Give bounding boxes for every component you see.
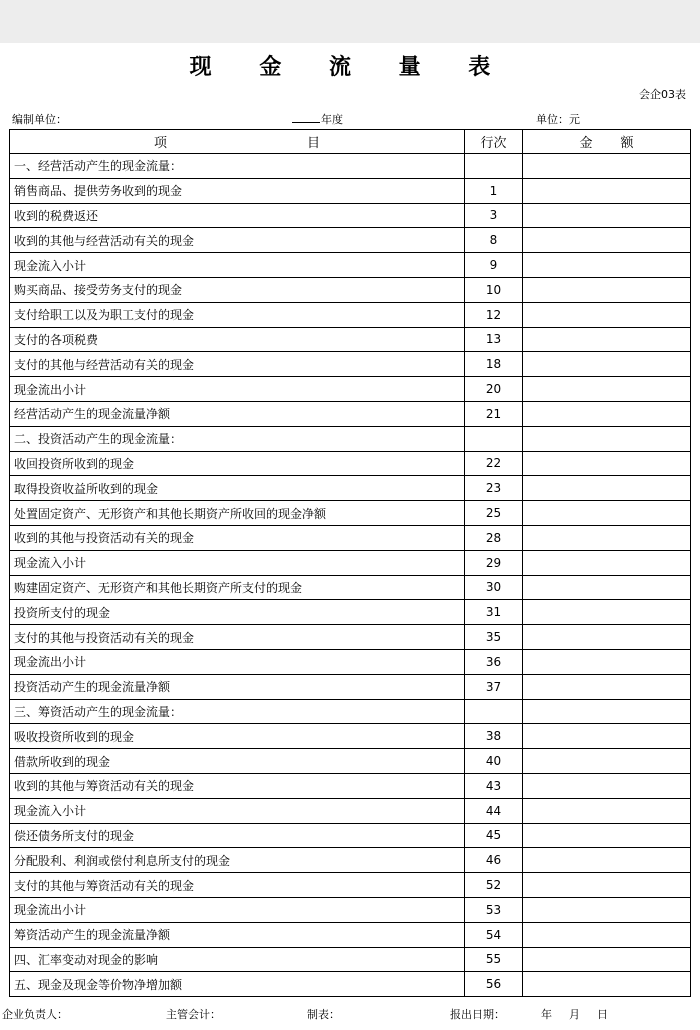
row-line-no: 10: [465, 277, 523, 302]
table-row: [10, 798, 691, 823]
table-row: [10, 302, 691, 327]
table-row: [10, 476, 691, 501]
row-line-no: 46: [465, 848, 523, 873]
signature-footer: [0, 1006, 700, 1024]
footer-head: 企业负责人：: [2, 1008, 68, 1021]
row-line-no: 13: [465, 327, 523, 352]
header-line-no: 行次: [465, 130, 523, 154]
row-line-no: 44: [465, 798, 523, 823]
row-item: 经营活动产生的现金流量净额: [10, 401, 465, 426]
row-amount-cell[interactable]: [523, 649, 691, 674]
header-amount: [523, 130, 691, 154]
row-item: 吸收投资所收到的现金: [10, 724, 465, 749]
page-title: 现 金 流 量 表: [189, 54, 511, 80]
row-amount-cell[interactable]: [523, 823, 691, 848]
header-amount-b: 额: [620, 136, 634, 151]
row-line-no: 37: [465, 674, 523, 699]
table-row: [10, 501, 691, 526]
row-amount-cell[interactable]: [523, 277, 691, 302]
row-line-no: 56: [465, 972, 523, 997]
table-row: [10, 525, 691, 550]
row-line-no: 21: [465, 401, 523, 426]
row-line-no: 20: [465, 377, 523, 402]
row-amount-cell[interactable]: [523, 228, 691, 253]
row-line-no: 22: [465, 451, 523, 476]
row-item: 借款所收到的现金: [10, 749, 465, 774]
row-line-no: 54: [465, 922, 523, 947]
row-line-no: 53: [465, 897, 523, 922]
row-item: 取得投资收益所收到的现金: [10, 476, 465, 501]
row-item: 处置固定资产、无形资产和其他长期资产所收回的现金净额: [10, 501, 465, 526]
table-row: [10, 575, 691, 600]
table-row: [10, 848, 691, 873]
year-field: [292, 111, 343, 127]
compiler-label: 编制单位：: [12, 113, 67, 126]
table-row: [10, 203, 691, 228]
row-item: 收到的其他与投资活动有关的现金: [10, 525, 465, 550]
row-item: 收到的税费返还: [10, 203, 465, 228]
row-item: 投资活动产生的现金流量净额: [10, 674, 465, 699]
row-amount-cell[interactable]: [523, 600, 691, 625]
row-item: 偿还债务所支付的现金: [10, 823, 465, 848]
table-row: [10, 625, 691, 650]
table-row: [10, 550, 691, 575]
row-amount-cell[interactable]: [523, 476, 691, 501]
row-amount-cell[interactable]: [523, 426, 691, 451]
row-line-no: 9: [465, 253, 523, 278]
row-amount-cell[interactable]: [523, 773, 691, 798]
row-amount-cell[interactable]: [523, 203, 691, 228]
row-line-no: 45: [465, 823, 523, 848]
table-row: [10, 749, 691, 774]
table-row: [10, 972, 691, 997]
row-amount-cell[interactable]: [523, 674, 691, 699]
row-amount-cell[interactable]: [523, 922, 691, 947]
row-line-no: [465, 154, 523, 179]
row-item: 收回投资所收到的现金: [10, 451, 465, 476]
row-line-no: 25: [465, 501, 523, 526]
row-amount-cell[interactable]: [523, 798, 691, 823]
header-amount-a: 金: [579, 136, 593, 151]
row-item: 四、汇率变动对现金的影响: [10, 947, 465, 972]
table-row: [10, 724, 691, 749]
row-line-no: 40: [465, 749, 523, 774]
row-line-no: 3: [465, 203, 523, 228]
row-item: 现金流入小计: [10, 550, 465, 575]
row-item: 支付给职工以及为职工支付的现金: [10, 302, 465, 327]
row-line-no: 43: [465, 773, 523, 798]
row-amount-cell[interactable]: [523, 724, 691, 749]
table-row: [10, 228, 691, 253]
row-amount-cell[interactable]: [523, 302, 691, 327]
row-item: 现金流出小计: [10, 649, 465, 674]
row-amount-cell[interactable]: [523, 873, 691, 898]
row-line-no: 52: [465, 873, 523, 898]
table-row: [10, 699, 691, 724]
row-item: 五、现金及现金等价物净增加额: [10, 972, 465, 997]
row-line-no: 12: [465, 302, 523, 327]
row-amount-cell[interactable]: [523, 525, 691, 550]
row-amount-cell[interactable]: [523, 575, 691, 600]
row-item: 筹资活动产生的现金流量净额: [10, 922, 465, 947]
row-line-no: 29: [465, 550, 523, 575]
unit-label: 单位：元: [536, 113, 580, 126]
header-item-b: 目: [306, 136, 320, 151]
table-row: [10, 773, 691, 798]
row-item: 收到的其他与经营活动有关的现金: [10, 228, 465, 253]
table-row: [10, 277, 691, 302]
table-row: [10, 377, 691, 402]
row-line-no: 36: [465, 649, 523, 674]
row-line-no: [465, 426, 523, 451]
row-amount-cell[interactable]: [523, 501, 691, 526]
row-item: 三、筹资活动产生的现金流量：: [10, 699, 465, 724]
year-blank: [292, 114, 320, 123]
row-item: 现金流入小计: [10, 798, 465, 823]
row-item: 现金流出小计: [10, 377, 465, 402]
footer-preparer: 制表：: [307, 1008, 340, 1021]
footer-month: 月: [569, 1008, 580, 1021]
table-row: [10, 649, 691, 674]
cash-flow-table: [9, 129, 691, 997]
header-item-a: 项: [154, 136, 168, 151]
table-row: [10, 823, 691, 848]
row-line-no: 55: [465, 947, 523, 972]
table-row: [10, 873, 691, 898]
row-amount-cell[interactable]: [523, 352, 691, 377]
row-line-no: [465, 699, 523, 724]
table-row: [10, 426, 691, 451]
row-line-no: 31: [465, 600, 523, 625]
row-item: 现金流出小计: [10, 897, 465, 922]
row-item: 投资所支付的现金: [10, 600, 465, 625]
row-item: 购买商品、接受劳务支付的现金: [10, 277, 465, 302]
table-row: [10, 897, 691, 922]
table-row: [10, 674, 691, 699]
table-row: [10, 253, 691, 278]
row-amount-cell[interactable]: [523, 625, 691, 650]
row-line-no: 1: [465, 178, 523, 203]
row-item: 二、投资活动产生的现金流量：: [10, 426, 465, 451]
row-item: 现金流入小计: [10, 253, 465, 278]
row-amount-cell[interactable]: [523, 178, 691, 203]
table-row: [10, 600, 691, 625]
row-amount-cell[interactable]: [523, 401, 691, 426]
table-row: [10, 451, 691, 476]
row-amount-cell[interactable]: [523, 253, 691, 278]
row-amount-cell[interactable]: [523, 550, 691, 575]
row-item: 分配股利、利润或偿付利息所支付的现金: [10, 848, 465, 873]
row-line-no: 30: [465, 575, 523, 600]
row-item: 支付的其他与经营活动有关的现金: [10, 352, 465, 377]
row-item: 销售商品、提供劳务收到的现金: [10, 178, 465, 203]
row-amount-cell[interactable]: [523, 848, 691, 873]
row-amount-cell[interactable]: [523, 377, 691, 402]
table-row: [10, 401, 691, 426]
row-item: 购建固定资产、无形资产和其他长期资产所支付的现金: [10, 575, 465, 600]
row-item: 一、经营活动产生的现金流量：: [10, 154, 465, 179]
table-row: [10, 154, 691, 179]
row-line-no: 38: [465, 724, 523, 749]
row-amount-cell[interactable]: [523, 972, 691, 997]
table-header-row: [10, 130, 691, 154]
year-label: 年度: [321, 113, 343, 126]
footer-report-date: 报出日期：: [450, 1008, 505, 1021]
form-code: 会企03表: [639, 88, 686, 101]
row-line-no: 8: [465, 228, 523, 253]
row-item: 支付的各项税费: [10, 327, 465, 352]
row-amount-cell[interactable]: [523, 451, 691, 476]
row-amount-cell[interactable]: [523, 897, 691, 922]
row-amount-cell[interactable]: [523, 947, 691, 972]
row-item: 收到的其他与筹资活动有关的现金: [10, 773, 465, 798]
footer-supervisor: 主管会计：: [166, 1008, 221, 1021]
row-line-no: 18: [465, 352, 523, 377]
row-amount-cell[interactable]: [523, 327, 691, 352]
table-row: [10, 947, 691, 972]
header-item: [10, 130, 465, 154]
row-amount-cell[interactable]: [523, 749, 691, 774]
row-amount-cell[interactable]: [523, 699, 691, 724]
table-row: [10, 922, 691, 947]
row-amount-cell[interactable]: [523, 154, 691, 179]
top-bar: [0, 0, 700, 43]
row-line-no: 28: [465, 525, 523, 550]
footer-day: 日: [597, 1008, 608, 1021]
row-line-no: 35: [465, 625, 523, 650]
table-row: [10, 327, 691, 352]
row-line-no: 23: [465, 476, 523, 501]
footer-year: 年: [541, 1008, 552, 1021]
table-row: [10, 352, 691, 377]
row-item: 支付的其他与筹资活动有关的现金: [10, 873, 465, 898]
row-item: 支付的其他与投资活动有关的现金: [10, 625, 465, 650]
table-row: [10, 178, 691, 203]
